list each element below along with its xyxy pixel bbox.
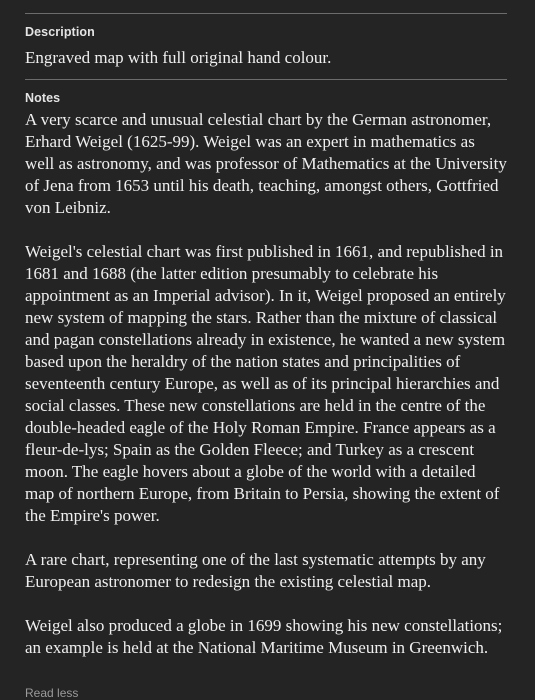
notes-paragraph: Weigel also produced a globe in 1699 showing his new constellations; an example is held at the National Maritime Museum in Greenwich.	[25, 616, 503, 657]
details-panel	[25, 0, 507, 659]
divider	[25, 79, 507, 80]
notes-body	[25, 109, 507, 659]
notes-paragraph: Weigel's celestial chart was first published in 1661, and republished in 1681 and 1688 (the latter edition presumably to celebrate his appointment as an Imperial advisor). In it, Weigel proposed an entirely new system of mapping the stars. Rather than the mixture of classical and pagan constellations already in existence, he wanted a new system based upon the heraldry of the nation states and principalities of seventeenth century Europe, as well as of its principal hierarchies and social classes. These new constellations are held in the centre of the double-headed eagle of the Holy Roman Empire. France appears as a fleur-de-lys; Spain as the Golden Fleece; and Turkey as a crescent moon. The eagle hovers about a globe of the world with a detailed map of northern Europe, from Britain to Persia, showing the extent of the Empire's power.	[25, 242, 506, 525]
description-text: Engraved map with full original hand colour.	[25, 48, 332, 67]
read-less-link[interactable]: Read less	[25, 686, 79, 700]
notes-paragraph: A rare chart, representing one of the last systematic attempts by any European astronomer to redesign the existing celestial map.	[25, 550, 486, 591]
divider	[25, 13, 507, 14]
notes-paragraph: A very scarce and unusual celestial chart by the German astronomer, Erhard Weigel (1625-99). Weigel was an expert in mathematics as well as astronomy, and was professor of Mathematics at the University of Jena from 1653 until his death, teaching, amongst others, Gottfried von Leibniz.	[25, 110, 507, 217]
notes-heading: Notes	[25, 91, 61, 105]
description-heading: Description	[25, 25, 95, 39]
